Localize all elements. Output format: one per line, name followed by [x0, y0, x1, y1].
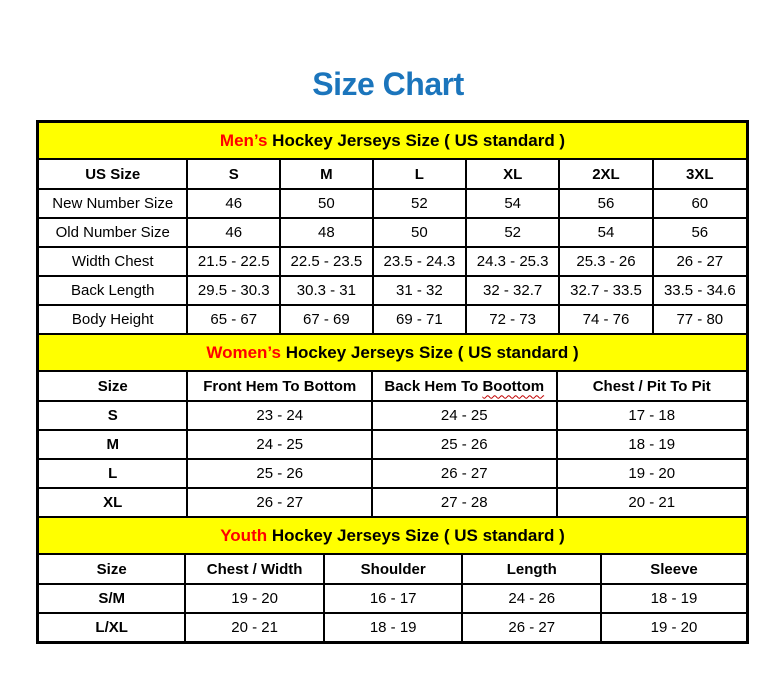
row-label: L	[39, 459, 187, 488]
cell: 48	[280, 218, 373, 247]
cell: 26 - 27	[187, 488, 372, 517]
cell: 20 - 21	[557, 488, 747, 517]
cell: 69 - 71	[373, 305, 466, 334]
cell: 33.5 - 34.6	[653, 276, 746, 305]
row-label: XL	[39, 488, 187, 517]
col-header: Length	[462, 555, 601, 584]
womens-section-header	[39, 335, 746, 372]
col-header: Size	[39, 555, 185, 584]
table-row	[39, 305, 746, 334]
cell: 72 - 73	[466, 305, 559, 334]
cell: 29.5 - 30.3	[187, 276, 280, 305]
mens-size-table	[39, 160, 746, 335]
mens-section-highlight: Men’s	[219, 130, 268, 150]
cell: 16 - 17	[324, 584, 463, 613]
row-label: M	[39, 430, 187, 459]
womens-header-row	[39, 372, 746, 401]
table-row	[39, 189, 746, 218]
cell: 24 - 25	[372, 401, 557, 430]
size-chart	[36, 120, 749, 644]
cell: 30.3 - 31	[280, 276, 373, 305]
col-header: Front Hem To Bottom	[187, 372, 372, 401]
cell: 22.5 - 23.5	[280, 247, 373, 276]
cell: 20 - 21	[185, 613, 324, 641]
col-header: Chest / Width	[185, 555, 324, 584]
row-label: Width Chest	[39, 247, 187, 276]
cell: 67 - 69	[280, 305, 373, 334]
col-header: M	[280, 160, 373, 189]
womens-section-highlight: Women’s	[206, 342, 281, 362]
cell: 32 - 32.7	[466, 276, 559, 305]
cell: 24.3 - 25.3	[466, 247, 559, 276]
misspelled-word: Boottom	[482, 377, 545, 395]
row-label: S/M	[39, 584, 185, 613]
youth-header-row	[39, 555, 746, 584]
table-row	[39, 276, 746, 305]
womens-section-title: Hockey Jerseys Size ( US standard )	[280, 342, 579, 362]
col-header: 3XL	[653, 160, 746, 189]
table-row	[39, 218, 746, 247]
page-title: Size Chart	[312, 66, 464, 102]
cell: 23 - 24	[187, 401, 372, 430]
cell: 17 - 18	[557, 401, 747, 430]
col-header-text: Back Hem To	[384, 377, 483, 395]
col-header: L	[373, 160, 466, 189]
cell: 31 - 32	[373, 276, 466, 305]
cell: 18 - 19	[557, 430, 747, 459]
row-label: S	[39, 401, 187, 430]
row-label: Back Length	[39, 276, 187, 305]
youth-section-header	[39, 518, 746, 555]
youth-section-title: Hockey Jerseys Size ( US standard )	[267, 525, 565, 545]
mens-section-title: Hockey Jerseys Size ( US standard )	[267, 130, 566, 150]
cell: 54	[559, 218, 652, 247]
col-header	[372, 372, 557, 401]
col-header: Chest / Pit To Pit	[557, 372, 747, 401]
cell: 27 - 28	[372, 488, 557, 517]
cell: 77 - 80	[653, 305, 746, 334]
cell: 32.7 - 33.5	[559, 276, 652, 305]
cell: 65 - 67	[187, 305, 280, 334]
cell: 24 - 26	[462, 584, 601, 613]
table-row	[39, 459, 746, 488]
cell: 26 - 27	[653, 247, 746, 276]
cell: 54	[466, 189, 559, 218]
cell: 25.3 - 26	[559, 247, 652, 276]
col-header: Size	[39, 372, 187, 401]
col-header: XL	[466, 160, 559, 189]
cell: 56	[559, 189, 652, 218]
youth-size-table	[39, 555, 746, 641]
mens-section-header	[39, 123, 746, 160]
cell: 26 - 27	[462, 613, 601, 641]
row-label: L/XL	[39, 613, 185, 641]
cell: 25 - 26	[187, 459, 372, 488]
row-label: Old Number Size	[39, 218, 187, 247]
table-row	[39, 488, 746, 517]
col-header: S	[187, 160, 280, 189]
cell: 19 - 20	[185, 584, 324, 613]
cell: 19 - 20	[601, 613, 746, 641]
cell: 60	[653, 189, 746, 218]
cell: 18 - 19	[601, 584, 746, 613]
youth-section-highlight: Youth	[220, 525, 268, 545]
cell: 46	[187, 189, 280, 218]
cell: 26 - 27	[372, 459, 557, 488]
col-header: Sleeve	[601, 555, 746, 584]
row-label: Body Height	[39, 305, 187, 334]
cell: 21.5 - 22.5	[187, 247, 280, 276]
row-label: New Number Size	[39, 189, 187, 218]
cell: 50	[280, 189, 373, 218]
table-row	[39, 584, 746, 613]
cell: 25 - 26	[372, 430, 557, 459]
table-row	[39, 247, 746, 276]
cell: 24 - 25	[187, 430, 372, 459]
table-row	[39, 613, 746, 641]
cell: 19 - 20	[557, 459, 747, 488]
cell: 50	[373, 218, 466, 247]
table-row	[39, 430, 746, 459]
cell: 56	[653, 218, 746, 247]
col-header: US Size	[39, 160, 187, 189]
cell: 23.5 - 24.3	[373, 247, 466, 276]
table-row	[39, 401, 746, 430]
col-header: 2XL	[559, 160, 652, 189]
cell: 46	[187, 218, 280, 247]
cell: 52	[373, 189, 466, 218]
cell: 18 - 19	[324, 613, 463, 641]
mens-header-row	[39, 160, 746, 189]
col-header: Shoulder	[324, 555, 463, 584]
womens-size-table	[39, 372, 746, 518]
cell: 52	[466, 218, 559, 247]
cell: 74 - 76	[559, 305, 652, 334]
